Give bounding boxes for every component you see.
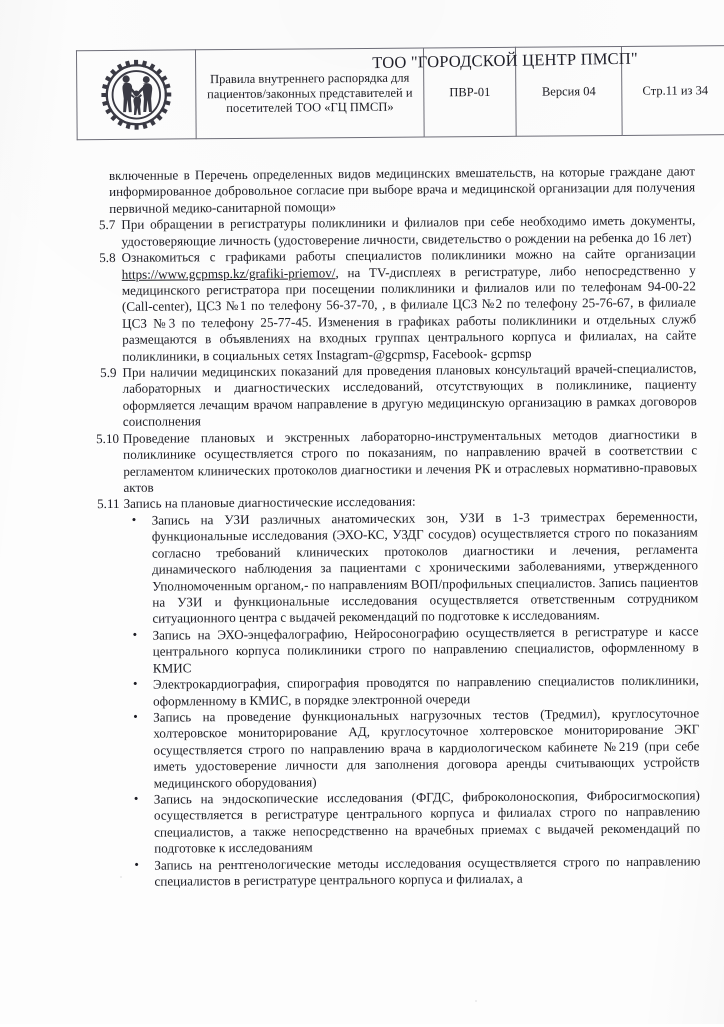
list-item: • Запись на УЗИ различных анатомических зон, УЗИ в 1-3 триместрах беременности, функциональные исследования (ЭХО-КС, УЗДГ сосудов) осуществляется строго по показаниям согласно требований клинических протоколов диагностики и лечения, регламента динамического наблюдения за пациентами с хроническими заболеваниями, утвержденного Уполномоченным органом,- по направлениям ВОП/профильных специалистов. Запись пациентов на УЗИ и функциональные исследования осуществляется ответственным сотрудником ситуационного центра с выдачей рекомендаций по подготовке к исследованиям.: [130, 508, 699, 627]
clause-text: Запись на плановые диагностические исследования:: [123, 494, 416, 512]
company-name: ТОО "ГОРОДСКОЙ ЦЕНТР ПМСП": [372, 48, 639, 73]
clause-text: [122, 245, 697, 364]
clause-number: 5.7: [98, 217, 116, 233]
family-in-gear-emblem-icon: [80, 52, 193, 137]
document-version-cell: Версия 04: [515, 46, 622, 136]
list-item: • Электрокардиография, спирография проводятся по направлению специалистов поликлиники, оформленному в КМИС, в порядке электронной очереди: [131, 672, 699, 709]
clause-number: 5.8: [99, 250, 116, 266]
continuation-paragraph: включенные в Перечень определенных видов медицинских вмешательств, на которые граждане дают информированное добровольное согласие при выборе врача и медицинской организации для получения первичной медико-санитарной помощи»: [108, 163, 696, 216]
clause-number: 5.10: [96, 430, 120, 446]
list-item: • Запись на проведение функциональных нагрузочных тестов (Тредмил), круглосуточное холтеровское мониторирование АД, круглосуточное холтеровское мониторирование ЭКГ осуществляется строго по направлению врача в кардиологическом кабинете №219 (при себе иметь удостоверение личности для заполнения договора аренды считывающих устройств медицинского оборудования): [131, 705, 700, 792]
clause-5-9: [84, 360, 696, 430]
clause-number: 5.11: [97, 496, 120, 512]
document-body: [83, 163, 701, 890]
clause-text-after-link: , на TV-дисплеях в регистратуре, либо непосредственно у медицинского регистратора при посещении поликлиники и филиалов или по телефонам 94-00-22 (Call-center), ЦСЗ №1 по телефону 56-37-70, , в филиале ЦСЗ №2 по телефону 25-76-67, в филиале ЦСЗ №3 по телефону 25-77-45. Изменения в графиках работы поликлиники и отдельных служб размещаются в объявлениях на входных группах центрального корпуса и филиалах, на сайте поликлиники, в социальных сетях Instagram-@gcpmsp, Facebook- gcpmsp: [121, 261, 697, 364]
clause-text: Проведение плановых и экстренных лабораторно-инструментальных методов диагностики в поликлинике осуществляется строго по показаниям, по направлению врачей в соответствии с регламентом клинических протоколов диагностики и лечения РК и отраслевых нормативно-правовых актов: [122, 426, 698, 495]
clause-5-7: [83, 213, 695, 251]
diagnostic-booking-bullet-list: [86, 508, 701, 890]
list-item: • Запись на эндоскопические исследования (ФГДС, фиброколоноскопия, Фибросигмоскопия) осуществляется в регистратуре центрального корпуса и филиалах строго по направлению специалистов, а также непосредственно на врачебных приемах с выдачей рекомендаций по подготовке к исследованиям: [132, 787, 700, 857]
document-page-number-cell: Стр.11 из 34: [621, 46, 724, 136]
clause-5-10: [85, 426, 697, 496]
clause-text: При обращении в регистратуры поликлиники и филиалов при себе необходимо иметь документы, удостоверяющие личность (удостоверение личности, свидетельство о рождении на ребенка до 16 лет): [121, 212, 696, 249]
document-code-cell: ПВР-01: [423, 47, 516, 137]
schedule-website-link[interactable]: https://www.gcpmsp.kz/grafiki-priemov/: [121, 264, 336, 282]
list-item: • Запись на рентгенологические методы исследования осуществляется строго по направлению специалистов в регистратуре центрального корпуса и филиалах, а: [132, 853, 700, 890]
logo-cell: [76, 50, 196, 140]
clause-5-8: [84, 245, 697, 365]
list-item: • Запись на ЭХО-энцефалографию, Нейросонографию осуществляется в регистратуре и кассе центрального корпуса поликлиники строго по направлению специалистов, оформленному в КМИС: [131, 623, 699, 677]
clause-text-before-link: Ознакомиться с графиками работы специалистов поликлиники можно на сайте организации: [121, 245, 696, 265]
document-title-cell: Правила внутреннего распорядка для пациентов/законных представителей и посетителей ТОО «ГЦ ПМСП»: [195, 48, 424, 139]
clause-number: 5.9: [100, 364, 117, 381]
clause-text: При наличии медицинских показаний для проведения плановых консультаций врачей-специалистов, лабораторных и диагностических исследований, отсутствующих в поликлинике, пациенту оформляется лечащим врачом направление в другую медицинскую организацию в рамках договоров соисполнения: [122, 360, 697, 430]
